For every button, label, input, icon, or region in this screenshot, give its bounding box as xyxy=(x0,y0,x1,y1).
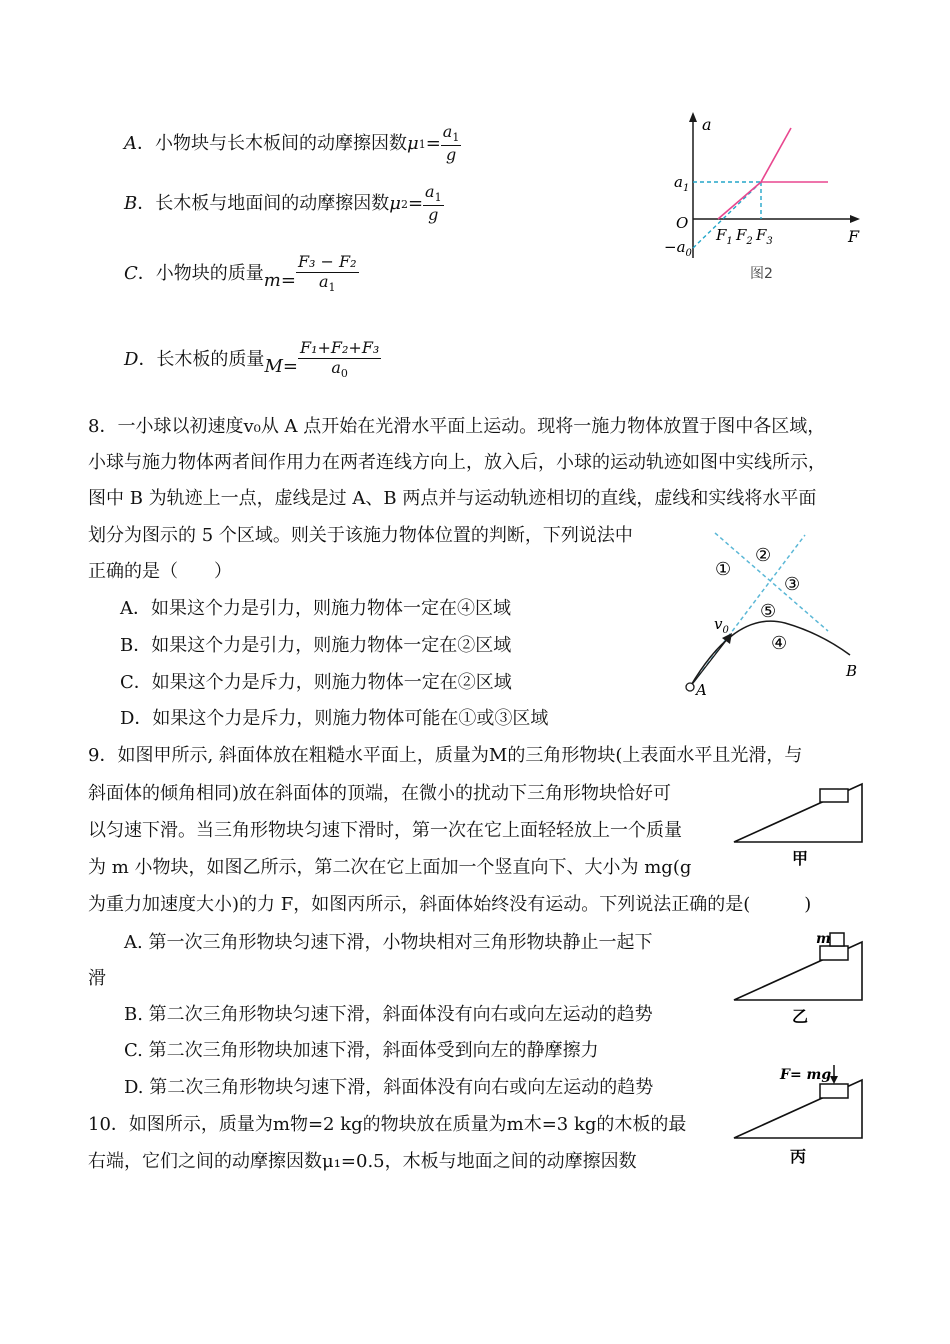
q8-option-b: B．如果这个力是引力，则施力物体一定在②区域 xyxy=(120,635,512,656)
q9-option-a: A. 第一次三角形物块匀速下滑，小物块相对三角形物块静止一起下 xyxy=(124,932,653,953)
option-eq: = xyxy=(425,133,441,154)
fraction-numerator-sub: 1 xyxy=(452,131,460,145)
q9-option-a-cont: 滑 xyxy=(88,968,106,989)
q7-option-c xyxy=(124,250,359,298)
option-fraction xyxy=(423,183,444,224)
q10-stem-line-1: 10．如图所示，质量为m物=2 kg的物块放在质量为m木=3 kg的木板的最 xyxy=(88,1114,687,1135)
region-1-label: ① xyxy=(715,559,732,580)
option-label: B xyxy=(124,193,138,214)
option-label: A xyxy=(124,133,137,154)
fraction-numerator: a xyxy=(425,182,435,202)
option-symbol: μ xyxy=(407,133,419,154)
figure-label-bing: 丙 xyxy=(790,1147,807,1166)
fraction-denominator: a xyxy=(318,271,329,291)
q8-option-d: D．如果这个力是斥力，则施力物体可能在①或③区域 xyxy=(120,708,549,729)
option-label: D xyxy=(124,349,139,370)
q7-acceleration-force-graph xyxy=(660,108,870,288)
q8-stem-line-3: 图中 B 为轨迹上一点，虚线是过 A、B 两点并与运动轨迹相切的直线，虚线和实线将水平面 xyxy=(88,488,817,509)
region-3-label: ③ xyxy=(784,574,801,595)
q10-stem-line-2: 右端，它们之间的动摩擦因数μ₁=0.5，木板与地面之间的动摩擦因数 xyxy=(88,1151,637,1172)
q9-stem-line-3: 以匀速下滑。当三角形物块匀速下滑时，第一次在它上面轻轻放上一个质量 xyxy=(88,820,682,841)
F-axis-arrow xyxy=(850,215,860,223)
F3-label: $F_3$ xyxy=(756,226,773,247)
q7-option-d xyxy=(124,336,381,384)
q7-option-b xyxy=(124,182,444,226)
q9-stem-line-1: 9．如图甲所示, 斜面体放在粗糙水平面上，质量为M的三角形物块(上表面水平且光滑，与 xyxy=(88,745,803,766)
v0-arrow xyxy=(690,638,728,687)
q8-trajectory-figure xyxy=(680,525,870,700)
point-b-label: B xyxy=(846,662,858,680)
figure-label-yi: 乙 xyxy=(792,1007,809,1026)
F2-label: $F_2$ xyxy=(736,226,753,247)
point-a-label: A xyxy=(696,681,707,699)
q9-option-b: B. 第二次三角形物块匀速下滑，斜面体没有向右或向左运动的趋势 xyxy=(124,1004,653,1025)
a-axis-arrow xyxy=(689,112,697,122)
fraction-denominator: g xyxy=(445,145,457,165)
q9-stem-line-5: 为重力加速度大小)的力 F，如图丙所示，斜面体始终没有运动。下列说法正确的是( ) xyxy=(88,894,812,915)
q8-stem-line-4: 划分为图示的 5 个区域。则关于该施力物体位置的判断，下列说法中 xyxy=(88,525,633,546)
option-fraction xyxy=(298,339,381,380)
a1-label: $a_1$ xyxy=(674,173,690,194)
small-block-m xyxy=(830,933,844,946)
q8-stem-line-2: 小球与施力物体两者间作用力在两者连线方向上，放入后，小球的运动轨迹如图中实线所示， xyxy=(88,452,826,473)
q8-option-c: C．如果这个力是斥力，则施力物体一定在②区域 xyxy=(120,672,512,693)
option-symbol: m xyxy=(263,270,281,291)
option-eq: = xyxy=(282,356,298,377)
v0-label: $v_0$ xyxy=(714,615,729,636)
option-symbol: μ xyxy=(389,193,401,214)
fraction-denominator: a xyxy=(331,357,341,377)
option-text: ．长木板的质量 xyxy=(138,349,265,370)
q9-option-d: D. 第二次三角形物块匀速下滑，斜面体没有向右或向左运动的趋势 xyxy=(124,1077,654,1098)
neg-a0-label: $-a_0$ xyxy=(664,238,692,259)
option-eq: = xyxy=(280,270,296,291)
fraction-denominator: g xyxy=(428,205,439,225)
q8-stem-line-1: 8．一小球以初速度v₀从 A 点开始在光滑水平面上运动。现将一施力物体放置于图中各区域， xyxy=(88,416,826,437)
fraction-denominator-sub: 0 xyxy=(340,366,348,380)
q9-option-c: C. 第二次三角形物块加速下滑，斜面体受到向左的静摩擦力 xyxy=(124,1040,599,1061)
F1-label: $F_1$ xyxy=(716,226,733,247)
triangle-block xyxy=(820,789,848,802)
force-arrow-head xyxy=(830,1076,838,1084)
q9-stem-line-2: 斜面体的倾角相同)放在斜面体的顶端，在微小的扰动下三角形物块恰好可 xyxy=(88,783,672,804)
steep-line xyxy=(761,128,791,182)
q8-stem-line-5: 正确的是（ ） xyxy=(88,561,232,582)
region-5-label: ⑤ xyxy=(760,601,777,622)
force-label: F= mg xyxy=(780,1067,832,1083)
fraction-numerator-sub: 1 xyxy=(434,191,442,205)
F-axis-label: F xyxy=(848,227,860,246)
block-line xyxy=(718,182,761,219)
triangle-block xyxy=(820,946,848,960)
origin-label: O xyxy=(676,214,689,232)
q9-stem-line-4: 为 m 小物块，如图乙所示，第二次在它上面加一个竖直向下、大小为 mg(g xyxy=(88,857,692,878)
option-symbol: M xyxy=(264,356,283,377)
q8-option-a: A．如果这个力是引力，则施力物体一定在④区域 xyxy=(120,598,511,619)
q7-option-a xyxy=(124,122,461,166)
option-label: C xyxy=(124,263,138,284)
q9-figure-jia xyxy=(730,780,870,870)
option-symbol-sub: 1 xyxy=(418,137,426,151)
option-text: ．小物块与长木板间的动摩擦因数 xyxy=(137,133,407,154)
option-fraction xyxy=(441,123,462,164)
option-eq: = xyxy=(407,193,424,214)
region-4-label: ④ xyxy=(771,633,788,654)
m-label: m xyxy=(816,931,831,947)
fraction-numerator: F₁+F₂+F₃ xyxy=(299,338,380,358)
fraction-denominator-sub: 1 xyxy=(328,280,336,294)
fraction-numerator: a xyxy=(442,122,453,142)
region-2-label: ② xyxy=(755,545,772,566)
option-text: ．长木板与地面间的动摩擦因数 xyxy=(137,193,390,214)
fraction-numerator: F₃ − F₂ xyxy=(297,252,357,272)
option-text: ．小物块的质量 xyxy=(137,263,264,284)
q9-figure-yi xyxy=(730,926,870,1026)
a-axis-label: a xyxy=(702,115,712,134)
option-fraction xyxy=(296,253,359,294)
q9-figure-bing xyxy=(730,1062,870,1172)
triangle-block xyxy=(820,1084,848,1098)
figure-label-jia: 甲 xyxy=(792,849,809,868)
figure-caption: 图2 xyxy=(750,266,773,282)
point-a-marker xyxy=(686,683,694,691)
option-symbol-sub: 2 xyxy=(400,197,408,211)
